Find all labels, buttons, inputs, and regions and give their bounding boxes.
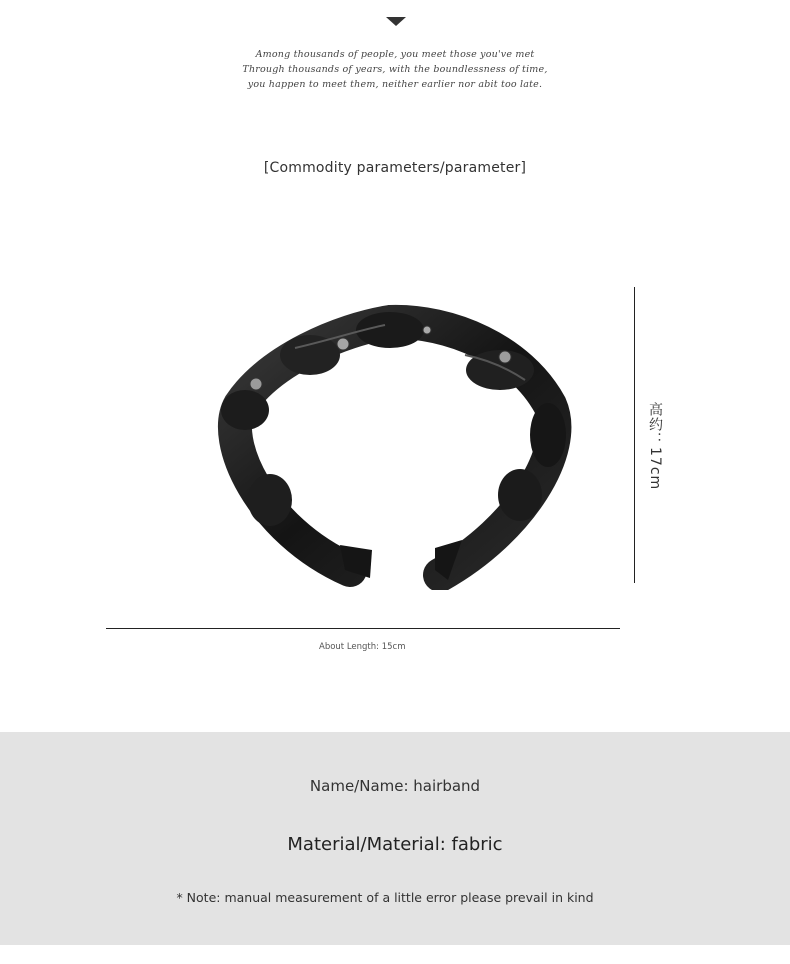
- poem-line-2: Through thousands of years, with the boundlessness of time,: [242, 64, 548, 75]
- hairband-image: [200, 300, 580, 590]
- poem-line-3: you happen to meet them, neither earlier nor abit too late.: [247, 79, 543, 90]
- parameters-panel: [0, 732, 790, 945]
- height-measure-line: [634, 287, 635, 583]
- section-title: [Commodity parameters/parameter]: [263, 160, 527, 176]
- length-label: About Length: 15cm: [319, 642, 406, 652]
- triangle-down-icon: [386, 17, 406, 26]
- param-note: * Note: manual measurement of a little error please prevail in kind: [176, 890, 594, 905]
- height-label: 高约：17cm: [647, 402, 663, 491]
- poem-text: [0, 47, 790, 92]
- length-measure-line: [106, 628, 620, 629]
- param-material: Material/Material: fabric: [287, 834, 503, 855]
- poem-line-1: Among thousands of people, you meet those you've met: [255, 49, 535, 60]
- param-name: Name/Name: hairband: [309, 777, 481, 795]
